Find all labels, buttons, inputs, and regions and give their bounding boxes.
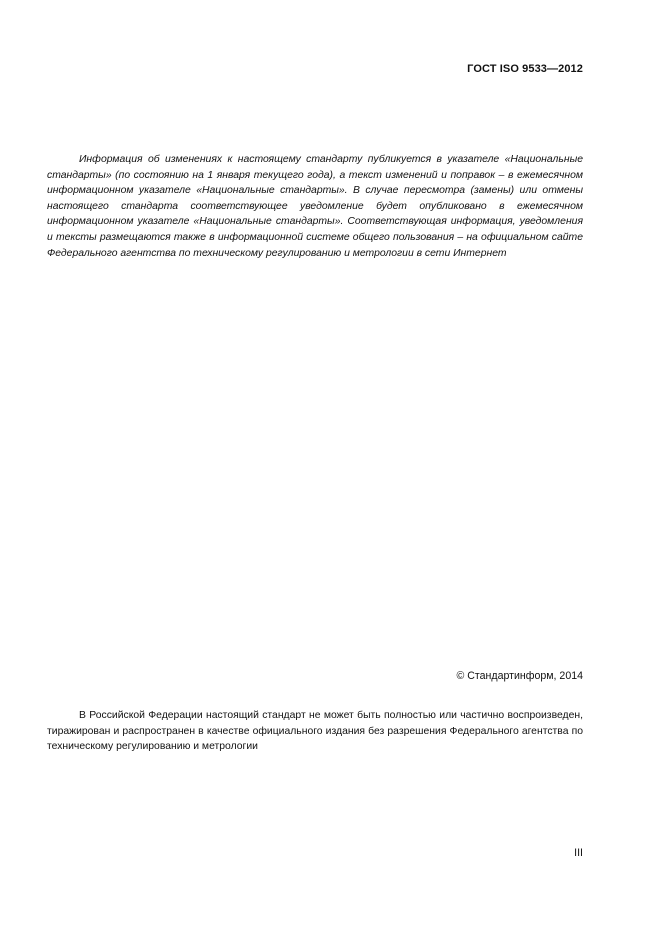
standard-code-header: ГОСТ ISO 9533—2012	[467, 63, 583, 75]
amendments-notice-paragraph: Информация об изменениях к настоящему стандарту публикуется в указателе «Национальные стандарты» (по состоянию на 1 января текущего года), а текст изменений и поправок – в ежемесячном информационном указателе «Национальные стандарты». В случае пересмотра (замены) или отмены настоящего стандарта соответствующее уведомление будет опубликовано в ежемесячном информационном указателе «Национальные стандарты». Соответствующая информация, уведомления и тексты размещаются также в информационной системе общего пользования – на официальном сайте Федерального агентства по техническому регулированию и метрологии в сети Интернет	[47, 154, 583, 259]
copyright-line: © Стандартинформ, 2014	[456, 670, 583, 682]
page-number: III	[574, 847, 583, 859]
reproduction-rights-paragraph: В Российской Федерации настоящий стандарт не может быть полностью или частично воспроизведен, тиражирован и распространен в качестве официального издания без разрешения Федерального агентства по техническому регулированию и метрологии	[47, 710, 583, 753]
